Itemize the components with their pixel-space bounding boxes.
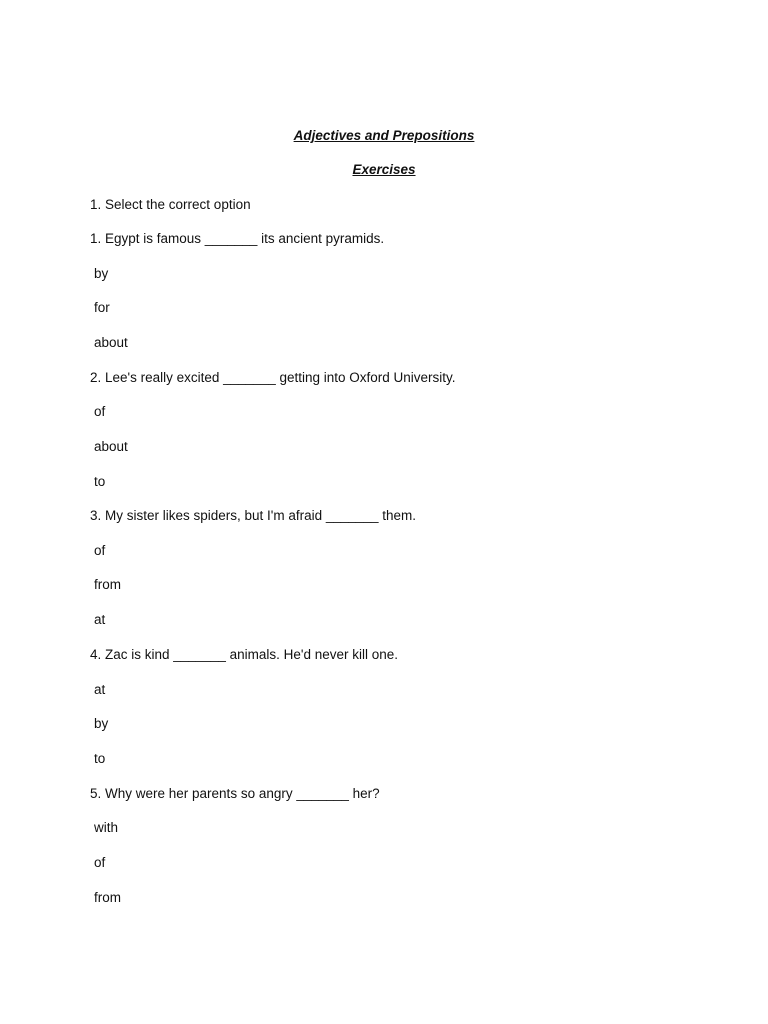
question-3: 3. My sister likes spiders, but I'm afraid _______ them. <box>90 508 416 523</box>
question-3-option-a: of <box>94 543 106 558</box>
document-subtitle: Exercises <box>352 162 416 177</box>
question-1-option-b: for <box>94 300 110 315</box>
question-2-option-c: to <box>94 474 106 489</box>
question-5-option-c: from <box>94 890 121 905</box>
question-2-option-a: of <box>94 404 106 419</box>
question-3-option-c: at <box>94 612 106 627</box>
question-4-option-a: at <box>94 682 106 697</box>
question-1-option-a: by <box>94 266 109 281</box>
question-1-option-c: about <box>94 335 128 350</box>
question-5-option-b: of <box>94 855 106 870</box>
question-5-option-a: with <box>94 820 119 835</box>
document-title: Adjectives and Prepositions <box>293 128 475 143</box>
question-4-option-c: to <box>94 751 106 766</box>
question-4-option-b: by <box>94 716 109 731</box>
question-5: 5. Why were her parents so angry _______ her? <box>90 786 380 801</box>
instruction-text: 1. Select the correct option <box>90 197 251 212</box>
question-3-option-b: from <box>94 577 121 592</box>
question-2-option-b: about <box>94 439 128 454</box>
question-2: 2. Lee's really excited _______ getting into Oxford University. <box>90 370 456 385</box>
question-1: 1. Egypt is famous _______ its ancient pyramids. <box>90 231 385 246</box>
question-4: 4. Zac is kind _______ animals. He'd never kill one. <box>90 647 398 662</box>
